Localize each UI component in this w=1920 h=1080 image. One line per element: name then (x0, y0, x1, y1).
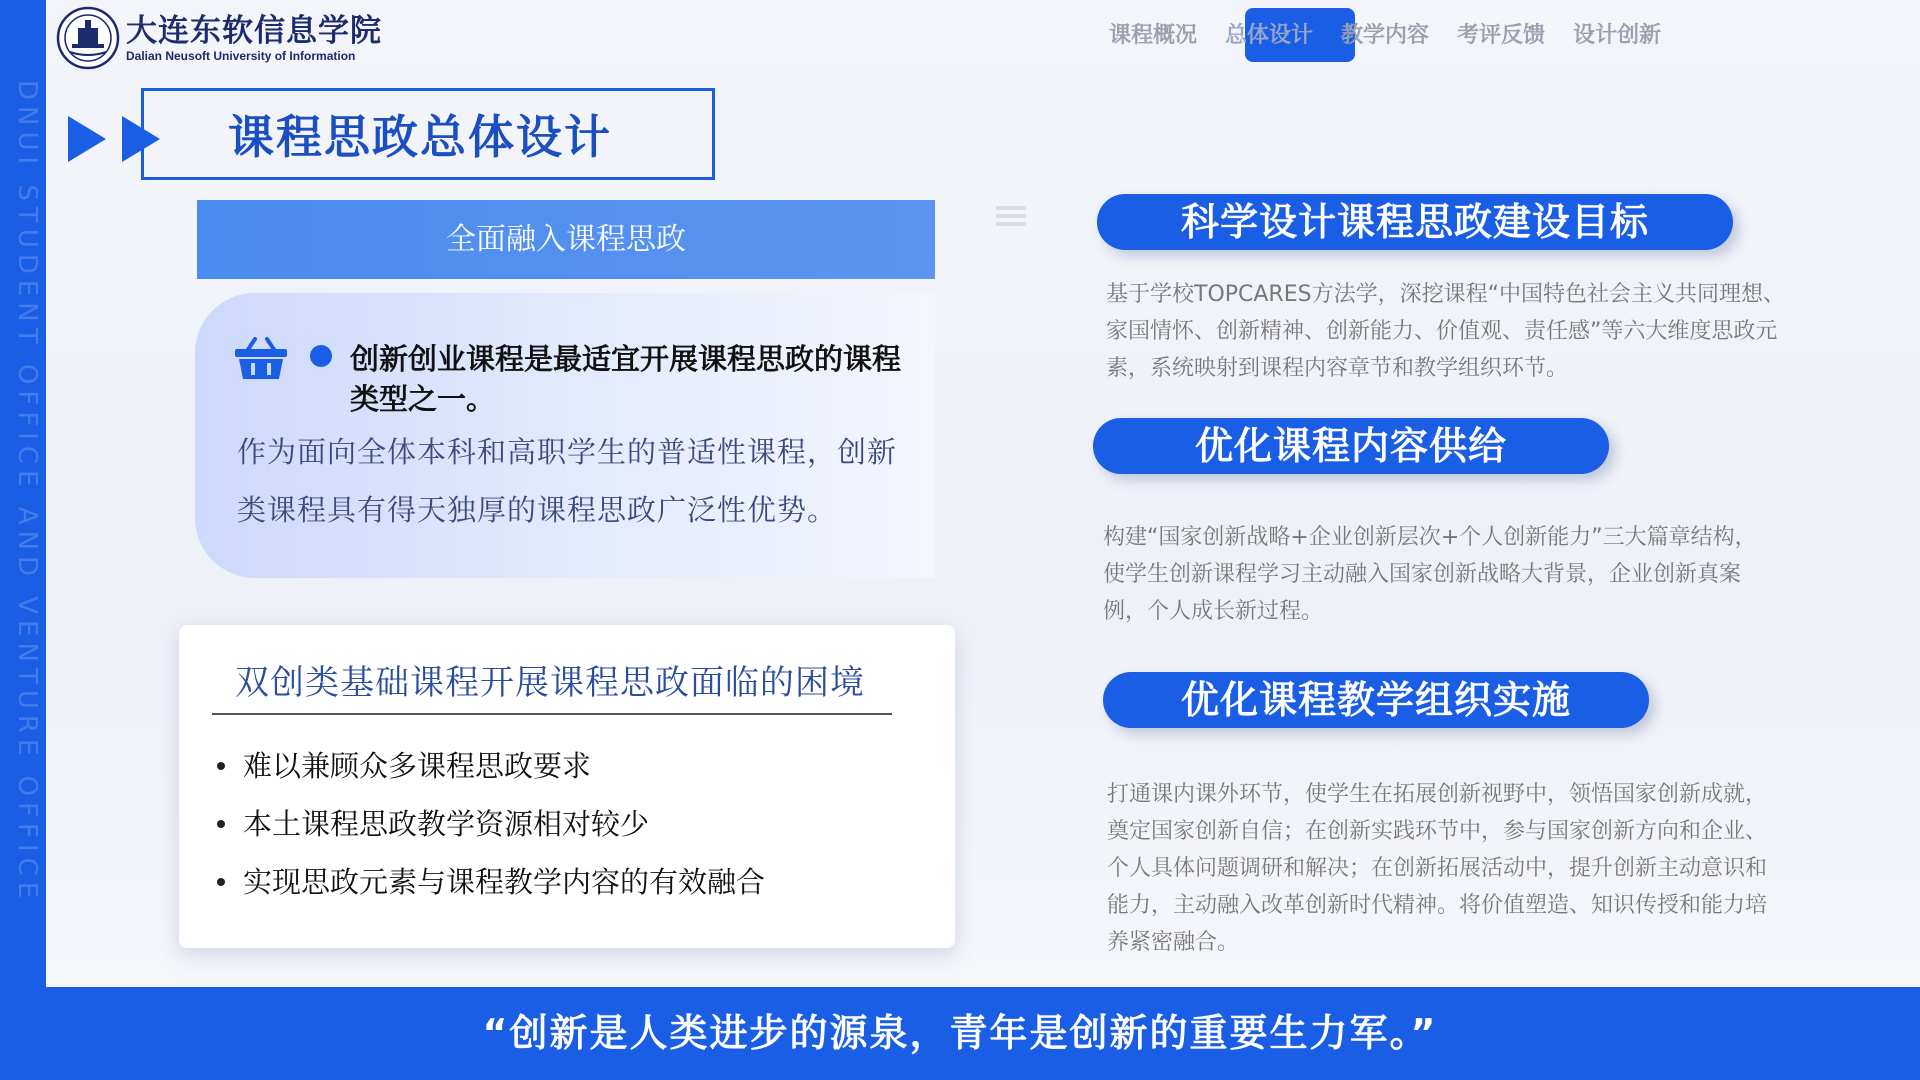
highlight-card-title: 创新创业课程是最适宜开展课程思政的课程类型之一。 (350, 342, 902, 416)
content-supply-heading: 优化课程内容供给 (1093, 418, 1609, 474)
nav-item-label: 总体设计 (1225, 23, 1314, 48)
play-arrow-icon (68, 116, 106, 162)
dilemma-divider (212, 713, 892, 715)
teaching-organization-body: 打通课内课外环节，使学生在拓展创新视野中，领悟国家创新成就，奠定国家创新自信；在创新实践环节中，参与国家创新方向和企业、个人具体问题调研和解决；在创新拓展活动中，提升创新主动意识和能力，主动融入改革创新时代精神。将价值塑造、知识传授和能力培养紧密融合。 (1107, 782, 1768, 955)
list-item: 本土课程思政教学资源相对较少 (217, 795, 765, 853)
university-seal-icon (56, 6, 120, 70)
integration-banner: 全面融入课程思政 (197, 200, 935, 279)
page-title: 课程思政总体设计 (228, 110, 612, 164)
nav-item-label: 设计创新 (1573, 23, 1662, 48)
basket-icon (233, 337, 289, 381)
section-title-box (141, 88, 715, 180)
menu-icon[interactable] (996, 206, 1026, 230)
bullet-dot (310, 345, 332, 367)
nav-item-evaluation-feedback[interactable] (1443, 12, 1559, 62)
list-item: 实现思政元素与课程教学内容的有效融合 (217, 853, 765, 911)
goal-body: 基于学校TOPCARES方法学，深挖课程“中国特色社会主义共同理想、家国情怀、创新精神、创新能力、价值观、责任感”等六大维度思政元素，系统映射到课程内容章节和教学组织环节。 (1106, 282, 1785, 381)
side-vertical-text: DNUI STUDENT OFFICE AND VENTURE OFFICE (12, 80, 42, 905)
dilemma-card (179, 625, 955, 948)
highlight-card-body: 作为面向全体本科和高职学生的普适性课程，创新类课程具有得天独厚的课程思政广泛性优势。 (237, 435, 898, 527)
list-item: 难以兼顾众多课程思政要求 (217, 737, 765, 795)
dilemma-list (217, 737, 765, 911)
top-nav (1095, 12, 1675, 62)
goal-heading: 科学设计课程思政建设目标 (1097, 194, 1733, 250)
nav-item-course-overview[interactable] (1095, 12, 1211, 62)
highlight-card (195, 293, 935, 578)
university-logo (56, 6, 382, 70)
nav-item-label: 考评反馈 (1457, 23, 1546, 48)
nav-item-overall-design[interactable] (1211, 12, 1327, 62)
nav-item-design-innovation[interactable] (1559, 12, 1675, 62)
footer-quote: “创新是人类进步的源泉，青年是创新的重要生力军。” (0, 987, 1920, 1080)
nav-item-teaching-content[interactable] (1327, 12, 1443, 62)
teaching-organization-heading: 优化课程教学组织实施 (1103, 672, 1649, 728)
nav-item-label: 教学内容 (1341, 23, 1430, 48)
nav-item-label: 课程概况 (1109, 23, 1198, 48)
dilemma-title: 双创类基础课程开展课程思政面临的困境 (235, 663, 865, 703)
content-supply-body: 构建“国家创新战略+企业创新层次+个人创新能力”三大篇章结构，使学生创新课程学习主动融入国家创新战略大背景，企业创新真案例，个人成长新过程。 (1103, 525, 1757, 624)
university-name-cn: 大连东软信息学院 (126, 13, 382, 49)
university-name-en: Dalian Neusoft University of Information (126, 49, 356, 63)
side-strip (0, 0, 46, 1080)
